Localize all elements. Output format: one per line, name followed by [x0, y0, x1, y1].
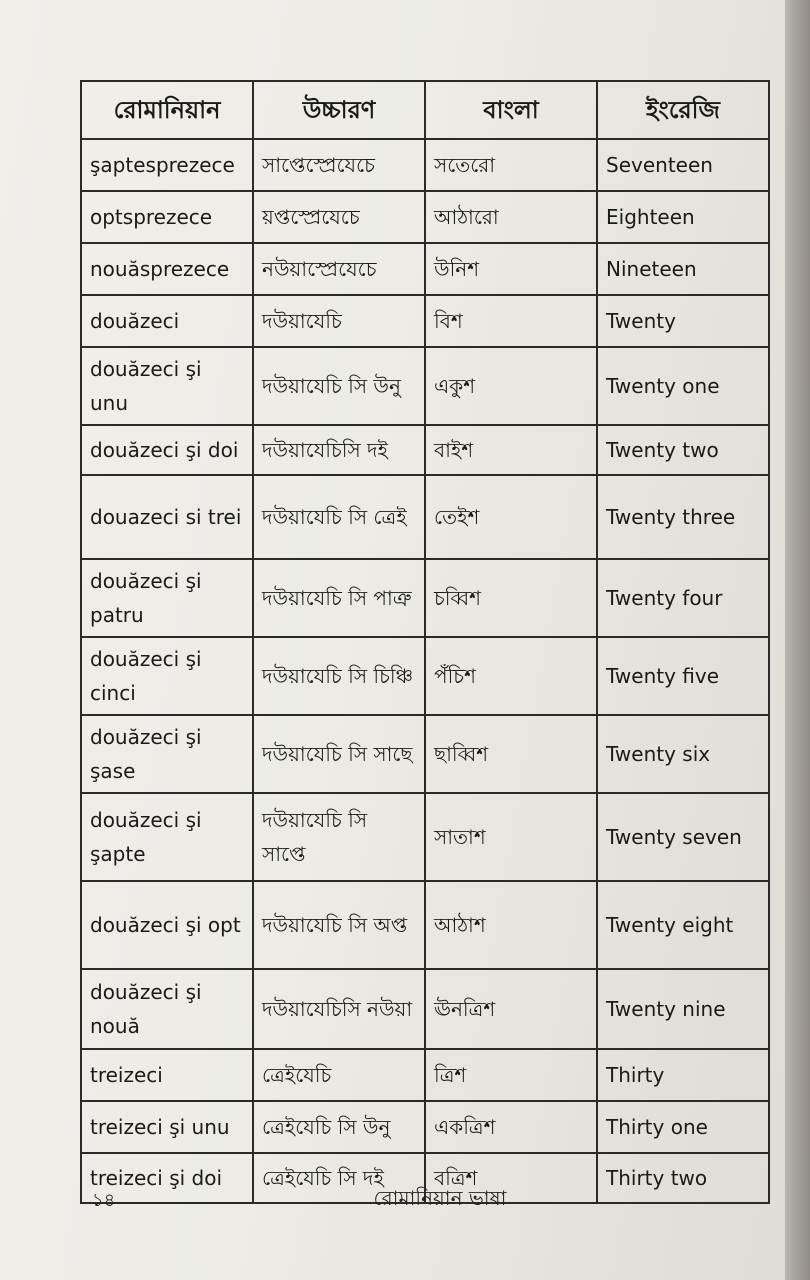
table-row [81, 793, 769, 881]
table-header-row [81, 81, 769, 139]
table-row [81, 715, 769, 793]
english-word: Nineteen [597, 243, 769, 295]
table-row [81, 475, 769, 559]
pronunciation: দউয়াযেচি সি সাছে [253, 715, 425, 793]
romanian-word: douăzeci şi patru [81, 559, 253, 637]
table-row [81, 1049, 769, 1101]
english-word: Thirty one [597, 1101, 769, 1153]
header-english: ইংরেজি [597, 81, 769, 139]
table-row [81, 425, 769, 475]
romanian-word: douăzeci şi unu [81, 347, 253, 425]
table-row [81, 969, 769, 1049]
pronunciation: দউয়াযেচিসি নউয়া [253, 969, 425, 1049]
table-row [81, 559, 769, 637]
table-row [81, 1101, 769, 1153]
english-word: Twenty one [597, 347, 769, 425]
bangla-word: পঁচিশ [425, 637, 597, 715]
english-word: Twenty five [597, 637, 769, 715]
pronunciation: ত্রেইযেচি সি দই [253, 1153, 425, 1203]
bangla-word: বিশ [425, 295, 597, 347]
english-word: Thirty [597, 1049, 769, 1101]
pronunciation: দউয়াযেচি সি ত্রেই [253, 475, 425, 559]
header-romanian: রোমানিয়ান [81, 81, 253, 139]
pronunciation: নউয়াস্প্রেযেচে [253, 243, 425, 295]
bangla-word: সতেরো [425, 139, 597, 191]
english-word: Twenty [597, 295, 769, 347]
pronunciation: দউয়াযেচি সি চিঞ্চি [253, 637, 425, 715]
romanian-word: douăzeci şi şase [81, 715, 253, 793]
english-word: Twenty eight [597, 881, 769, 969]
pronunciation: দউয়াযেচি [253, 295, 425, 347]
table-row [81, 139, 769, 191]
page-number: ১৪ [92, 1190, 116, 1211]
english-word: Thirty two [597, 1153, 769, 1203]
pronunciation: দউয়াযেচি সি সাপ্তে [253, 793, 425, 881]
english-word: Eighteen [597, 191, 769, 243]
table-row [81, 637, 769, 715]
bangla-word: চব্বিশ [425, 559, 597, 637]
english-word: Twenty three [597, 475, 769, 559]
romanian-word: nouăsprezece [81, 243, 253, 295]
romanian-word: douăzeci [81, 295, 253, 347]
romanian-word: douăzeci şi şapte [81, 793, 253, 881]
romanian-word: douăzeci şi nouă [81, 969, 253, 1049]
english-word: Twenty four [597, 559, 769, 637]
romanian-word: douăzeci şi opt [81, 881, 253, 969]
header-bangla: বাংলা [425, 81, 597, 139]
bangla-word: একুশ [425, 347, 597, 425]
english-word: Twenty nine [597, 969, 769, 1049]
romanian-word: douăzeci şi cinci [81, 637, 253, 715]
running-title: রোমানিয়ান ভাষা [373, 1186, 507, 1210]
bangla-word: বাইশ [425, 425, 597, 475]
table-row [81, 295, 769, 347]
vocabulary-table [80, 80, 770, 1204]
page-edge [785, 0, 810, 1280]
pronunciation: য়প্তস্প্রেযেচে [253, 191, 425, 243]
english-word: Seventeen [597, 139, 769, 191]
table-row [81, 881, 769, 969]
english-word: Twenty six [597, 715, 769, 793]
romanian-word: treizeci şi unu [81, 1101, 253, 1153]
pronunciation: দউয়াযেচিসি দই [253, 425, 425, 475]
pronunciation: দউয়াযেচি সি উনু [253, 347, 425, 425]
bangla-word: একত্রিশ [425, 1101, 597, 1153]
romanian-word: douăzeci şi doi [81, 425, 253, 475]
pronunciation: ত্রেইযেচি [253, 1049, 425, 1101]
romanian-word: treizeci şi doi [81, 1153, 253, 1203]
english-word: Twenty two [597, 425, 769, 475]
header-pronunciation: উচ্চারণ [253, 81, 425, 139]
bangla-word: সাতাশ [425, 793, 597, 881]
table-row [81, 191, 769, 243]
romanian-word: optsprezece [81, 191, 253, 243]
bangla-word: তেইশ [425, 475, 597, 559]
bangla-word: ঊনত্রিশ [425, 969, 597, 1049]
table-row [81, 243, 769, 295]
bangla-word: বত্রিশ [425, 1153, 597, 1203]
pronunciation: দউয়াযেচি সি অপ্ত [253, 881, 425, 969]
bangla-word: আঠাশ [425, 881, 597, 969]
english-word: Twenty seven [597, 793, 769, 881]
romanian-word: treizeci [81, 1049, 253, 1101]
pronunciation: সাপ্তেস্প্রেযেচে [253, 139, 425, 191]
bangla-word: আঠারো [425, 191, 597, 243]
bangla-word: উনিশ [425, 243, 597, 295]
table-row [81, 347, 769, 425]
bangla-word: ছাব্বিশ [425, 715, 597, 793]
pronunciation: দউয়াযেচি সি পাত্রু [253, 559, 425, 637]
bangla-word: ত্রিশ [425, 1049, 597, 1101]
romanian-word: şaptesprezece [81, 139, 253, 191]
romanian-word: douazeci si trei [81, 475, 253, 559]
pronunciation: ত্রেইযেচি সি উনু [253, 1101, 425, 1153]
